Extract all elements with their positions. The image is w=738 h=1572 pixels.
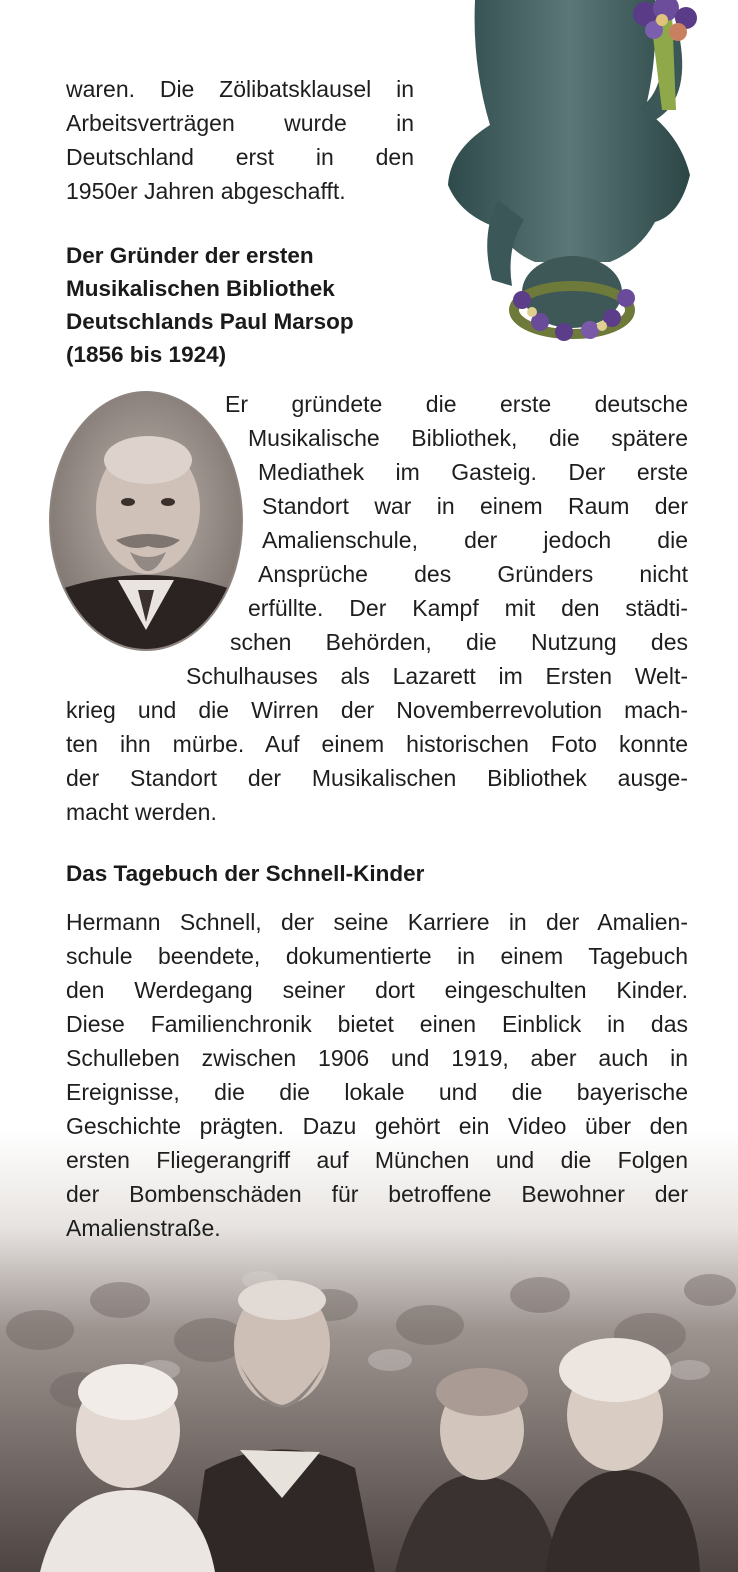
body-line: der Bombenschäden für betroffene Bewohner der xyxy=(66,1181,688,1207)
intro-line: 1950er Jahren abgeschafft. xyxy=(66,178,346,204)
section-heading: Der Gründer der ersten xyxy=(66,243,314,268)
section-heading: Das Tagebuch der Schnell-Kinder xyxy=(66,861,425,886)
body-line: Er gründete die erste deutsche xyxy=(225,391,688,417)
section-heading: Deutschlands Paul Marsop xyxy=(66,309,354,334)
statue-image xyxy=(440,0,705,360)
body-line: der Standort der Musikalischen Bibliothek ausge- xyxy=(66,765,688,791)
intro-line: Deutschland erst in den xyxy=(66,144,414,170)
body-line: schen Behörden, die Nutzung des xyxy=(230,629,688,655)
body-line: Geschichte prägten. Dazu gehört ein Video über den xyxy=(66,1113,688,1139)
body-line: Diese Familienchronik bietet einen Einblick in das xyxy=(66,1011,688,1037)
body-line: Standort war in einem Raum der xyxy=(262,493,688,519)
intro-line: waren. Die Zölibatsklausel in xyxy=(66,76,414,102)
body-line: den Werdegang seiner dort eingeschulten Kinder. xyxy=(66,977,688,1003)
body-line: Mediathek im Gasteig. Der erste xyxy=(258,459,688,485)
body-line: Amalienstraße. xyxy=(66,1215,221,1241)
portrait-image xyxy=(48,390,244,652)
body-line: Schulleben zwischen 1906 und 1919, aber auch in xyxy=(66,1045,688,1071)
section-heading: Musikalischen Bibliothek xyxy=(66,276,335,301)
body-line: Musikalische Bibliothek, die spätere xyxy=(248,425,688,451)
body-line: Ansprüche des Gründers nicht xyxy=(258,561,688,587)
body-line: krieg und die Wirren der Novemberrevolution mach- xyxy=(66,697,688,723)
body-line: schule beendete, dokumentierte in einem Tagebuch xyxy=(66,943,688,969)
body-line: macht werden. xyxy=(66,799,217,825)
body-line: Amalienschule, der jedoch die xyxy=(262,527,688,553)
intro-line: Arbeitsverträgen wurde in xyxy=(66,110,414,136)
body-line: Ereignisse, die die lokale und die bayerische xyxy=(66,1079,688,1105)
section-heading: (1856 bis 1924) xyxy=(66,342,227,367)
body-line: ten ihn mürbe. Auf einem historischen Foto konnte xyxy=(66,731,688,757)
body-line: Schulhauses als Lazarett im Ersten Welt- xyxy=(186,663,688,689)
body-line: erfüllte. Der Kampf mit den städti- xyxy=(248,595,688,621)
body-line: Hermann Schnell, der seine Karriere in der Amalien- xyxy=(66,909,688,935)
body-line: ersten Fliegerangriff auf München und die Folgen xyxy=(66,1147,688,1173)
